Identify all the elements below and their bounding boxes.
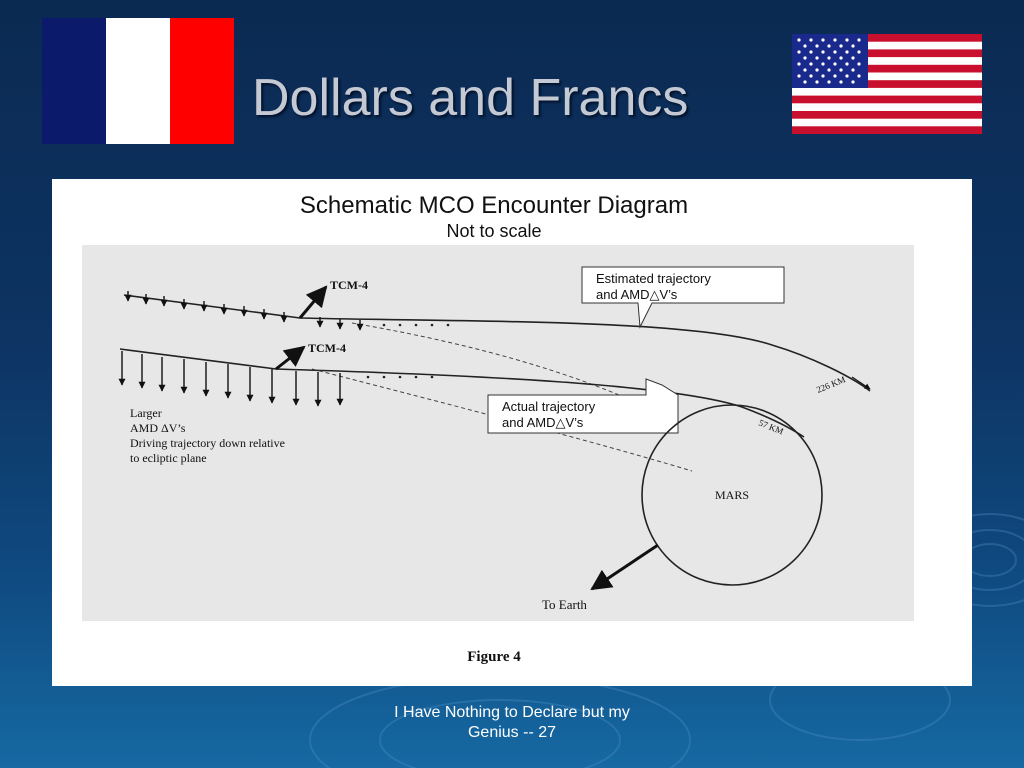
estimated-callout-line2: and AMD△V’s	[596, 287, 678, 302]
footer-line-2: Genius -- 27	[467, 724, 557, 741]
footer-line-1: I Have Nothing to Declare but my	[394, 704, 630, 721]
mars-label: MARS	[714, 488, 750, 502]
larger-note-line3: Driving trajectory down relative	[130, 436, 285, 450]
tcm-upper-label: TCM-4	[330, 278, 368, 292]
estimated-callout-line1: Estimated trajectory	[596, 271, 711, 286]
to-earth-label: To Earth	[542, 597, 587, 612]
diagram-subtitle: Not to scale	[446, 221, 542, 241]
altitude-upper-label: 226 KM	[815, 374, 847, 395]
france-flag	[42, 18, 234, 144]
larger-note-line4: to ecliptic plane	[130, 451, 207, 465]
france-flag-blue-band	[42, 18, 106, 144]
encounter-diagram-svg	[52, 179, 972, 686]
france-flag-white-band	[106, 18, 170, 144]
figure-caption: Figure 4	[467, 649, 521, 665]
slide-title: Dollars and Francs	[252, 69, 689, 127]
larger-note-line1: Larger	[130, 406, 162, 420]
usa-flag	[792, 34, 982, 134]
actual-callout-line2: and AMD△V’s	[502, 415, 584, 430]
tcm-lower-label: TCM-4	[308, 341, 346, 355]
diagram-title: Schematic MCO Encounter Diagram	[299, 192, 689, 219]
larger-note-line2: AMD ΔV’s	[130, 421, 186, 435]
altitude-lower-label: 57 KM	[757, 417, 785, 437]
slide-footer	[352, 703, 672, 743]
encounter-diagram-figure	[52, 179, 972, 686]
actual-callout-line1: Actual trajectory	[502, 399, 596, 414]
france-flag-red-band	[170, 18, 234, 144]
